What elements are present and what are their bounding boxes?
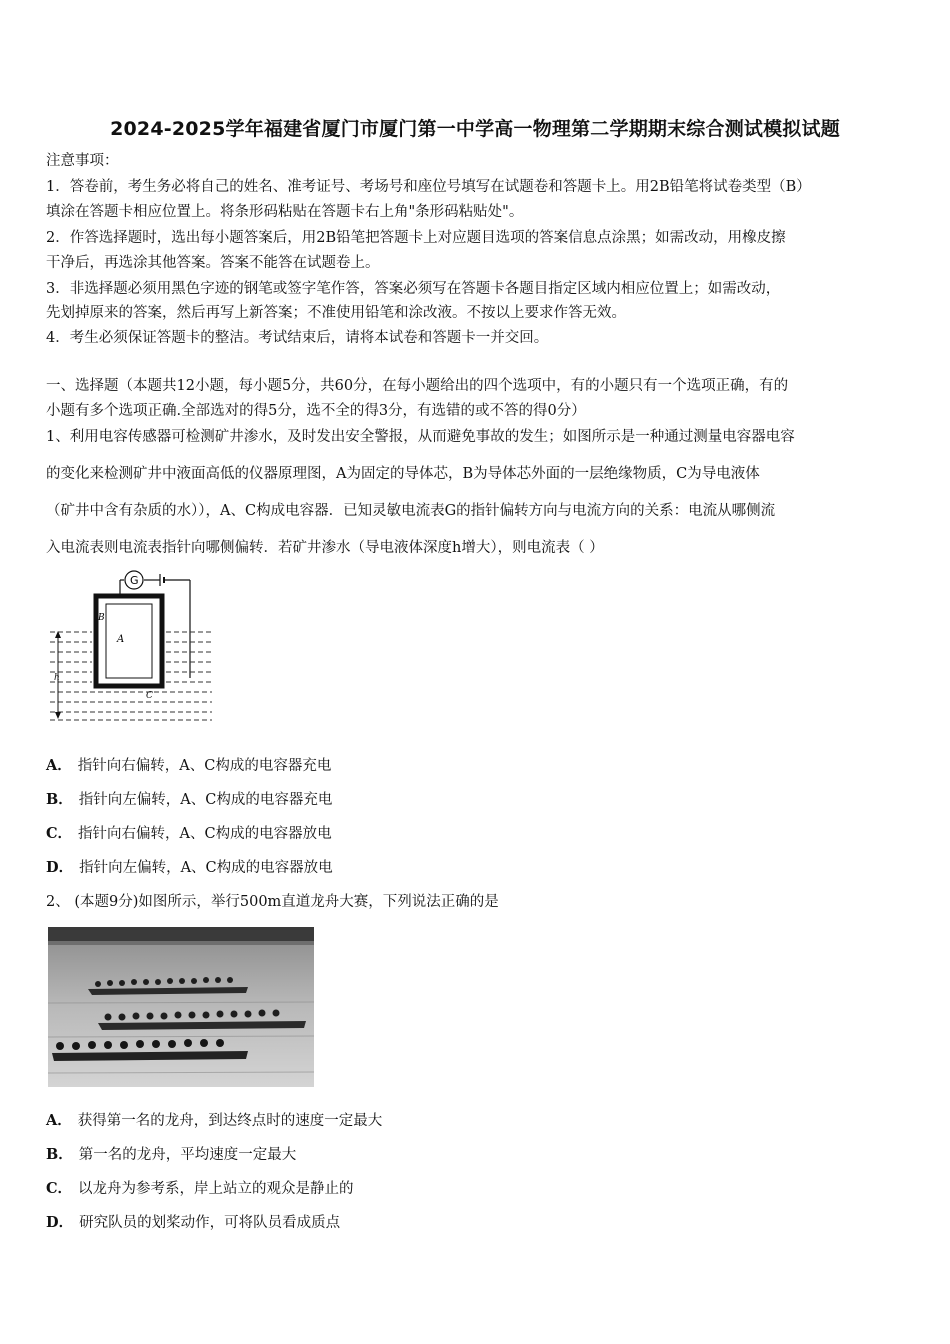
core-label-a: A	[117, 634, 125, 645]
notice-line: 1．答卷前，考生务必将自己的姓名、准考证号、考场号和座位号填写在试题卷和答题卡上。用2B铅笔将试卷类型（B）	[46, 179, 811, 195]
option-text: 指针向右偏转，A、C构成的电容器放电	[78, 826, 332, 842]
option-b	[46, 790, 332, 810]
option-text: 以龙舟为参考系，岸上站立的观众是静止的	[78, 1181, 354, 1197]
notice-line: 先划掉原来的答案，然后再写上新答案；不准使用铅笔和涂改液。不按以上要求作答无效。	[46, 305, 626, 321]
option-key: C．	[46, 1180, 73, 1197]
question-1-stem: （矿井中含有杂质的水）），A、C构成电容器．已知灵敏电流表G的指针偏转方向与电流方向的关系：电流从哪侧流	[46, 503, 776, 519]
option-text: 指针向右偏转，A、C构成的电容器充电	[77, 758, 332, 774]
question-1-stem: 入电流表则电流表指针向哪侧偏转．若矿井渗水（导电液体深度h增大），则电流表（ ）	[46, 540, 604, 556]
depth-label-h: h	[54, 673, 60, 683]
question-2-stem: 2、 (本题9分)如图所示，举行500m直道龙舟大赛，下列说法正确的是	[46, 894, 499, 910]
option-d	[46, 858, 333, 878]
option-key: D．	[46, 1214, 74, 1231]
option-c	[46, 824, 332, 844]
option-key: A．	[46, 757, 72, 774]
section-heading: 小题有多个选项正确.全部选对的得5分，选不全的得3分，有选错的或不答的得0分）	[46, 403, 586, 419]
option-key: B．	[46, 1146, 73, 1163]
section-heading: 一、选择题（本题共12小题，每小题5分，共60分，在每小题给出的四个选项中，有的小题只有一个选项正确，有的	[46, 378, 789, 394]
option-text: 研究队员的划桨动作，可将队员看成质点	[79, 1215, 341, 1231]
galvanometer-label: G	[130, 574, 139, 587]
option-c	[46, 1179, 354, 1199]
question-1-stem: 的变化来检测矿井中液面高低的仪器原理图，A为固定的导体芯，B为导体芯外面的一层绝缘物质，C为导电液体	[46, 466, 760, 482]
option-d	[46, 1213, 340, 1233]
notice-line: 4．考生必须保证答题卡的整洁。考试结束后，请将本试卷和答题卡一并交回。	[46, 330, 549, 346]
option-text: 指针向左偏转，A、C构成的电容器充电	[78, 792, 333, 808]
option-key: C．	[46, 825, 73, 842]
notice-line: 2．作答选择题时，选出每小题答案后，用2B铅笔把答题卡上对应题目选项的答案信息点涂黑；如需改动，用橡皮擦	[46, 230, 786, 246]
question-1-stem: 1、利用电容传感器可检测矿井渗水，及时发出安全警报，从而避免事故的发生；如图所示是一种通过测量电容器电容	[46, 429, 795, 445]
option-b	[46, 1145, 296, 1165]
notice-line: 干净后，再选涂其他答案。答案不能答在试题卷上。	[46, 255, 380, 271]
option-text: 指针向左偏转，A、C构成的电容器放电	[79, 860, 333, 876]
option-a	[46, 756, 331, 776]
option-text: 第一名的龙舟，平均速度一定最大	[78, 1147, 297, 1163]
dragon-boat-photo	[48, 927, 314, 1087]
capacitor-sensor-figure	[46, 568, 216, 724]
option-key: A．	[46, 1112, 72, 1129]
liquid-label-c: C	[146, 691, 153, 701]
notice-line: 填涂在答题卡相应位置上。将条形码粘贴在答题卡右上角"条形码粘贴处"。	[46, 204, 524, 220]
option-key: D．	[46, 859, 74, 876]
option-a	[46, 1111, 382, 1131]
notice-heading: 注意事项：	[46, 153, 119, 169]
page-title: 2024-2025学年福建省厦门市厦门第一中学高一物理第二学期期末综合测试模拟试题	[110, 118, 840, 140]
notice-line: 3．非选择题必须用黑色字迹的钢笔或签字笔作答，答案必须写在答题卡各题目指定区域内相应位置上；如需改动，	[46, 281, 781, 297]
layer-label-b: B	[98, 613, 105, 623]
option-key: B．	[46, 791, 73, 808]
option-text: 获得第一名的龙舟，到达终点时的速度一定最大	[77, 1113, 383, 1129]
